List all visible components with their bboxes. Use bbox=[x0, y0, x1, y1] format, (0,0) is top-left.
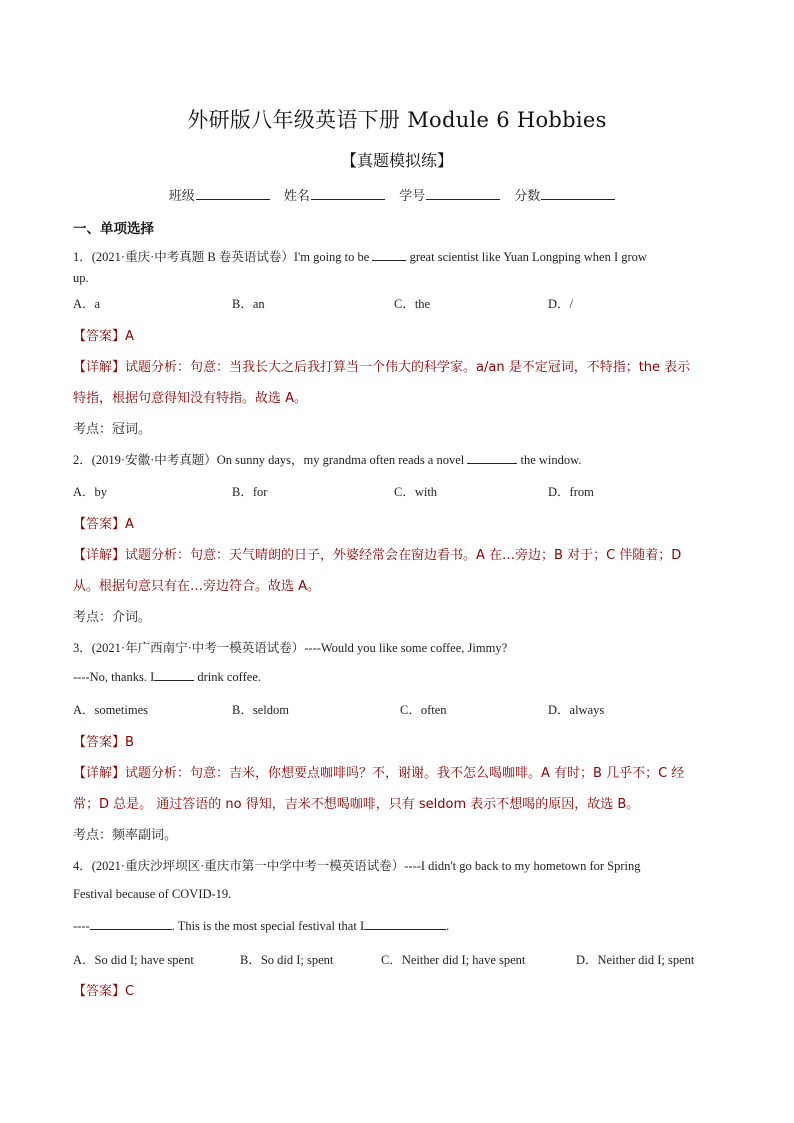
q3-answer bbox=[73, 731, 134, 750]
q2-detail-line1 bbox=[73, 544, 681, 563]
q1-option-d: D．/ bbox=[548, 297, 574, 311]
q4-answer bbox=[73, 980, 134, 999]
q1-option-a: A．a bbox=[73, 297, 101, 311]
q4-stem-text-mid: . This is the most special festival that I bbox=[171, 919, 365, 933]
class-blank bbox=[196, 187, 270, 200]
q4-stem-text-after: . bbox=[446, 919, 450, 933]
q1-stem-text-after: great scientist like Yuan Longping when I grow bbox=[406, 250, 647, 264]
q4-stem-text: ---- bbox=[73, 919, 90, 933]
q2-stem-line1 bbox=[73, 450, 582, 468]
q3-option-d: D．always bbox=[548, 703, 605, 717]
q4-blank-1 bbox=[90, 918, 172, 930]
q2-stem-text-after: the window. bbox=[517, 453, 582, 467]
q1-stem-line2: up. bbox=[73, 271, 89, 285]
q3-stem-line2 bbox=[73, 669, 261, 685]
q2-answer bbox=[73, 513, 134, 532]
q4-answer-value: C bbox=[125, 984, 135, 999]
q4-stem-line1: 4．(2021·重庆沙坪坝区·重庆市第一中学中考一模英语试卷）----I didn't go back to my hometown for Spring bbox=[73, 859, 641, 873]
q4-stem-line3 bbox=[73, 918, 449, 934]
q4-option-a: A．So did I; have spent bbox=[73, 953, 194, 967]
student-info-line bbox=[0, 185, 794, 204]
q1-answer-value: A bbox=[125, 329, 134, 344]
q2-detail-line2: 从。根据句意只有在…旁边符合。故选 A。 bbox=[73, 579, 321, 594]
q2-answer-tag: 【答案】 bbox=[73, 517, 126, 532]
q1-detail-line2: 特指，根据句意得知没有特指。故选 A。 bbox=[73, 391, 308, 406]
score-label: 分数 bbox=[514, 189, 541, 204]
q1-stem-line1 bbox=[73, 247, 647, 265]
name-blank bbox=[311, 187, 385, 200]
q1-blank bbox=[372, 249, 406, 261]
q4-option-c: C．Neither did I; have spent bbox=[381, 953, 526, 967]
q1-detail-line1 bbox=[73, 356, 690, 375]
page-subtitle: 【真题模拟练】 bbox=[340, 151, 453, 170]
q4-blank-2 bbox=[364, 918, 446, 930]
q3-detail-line2: 常；D 总是。 通过答语的 no 得知，吉米不想喝咖啡，只有 seldom 表示不想喝的原因，故选 B。 bbox=[73, 797, 640, 812]
q1-option-c: C．the bbox=[394, 297, 431, 311]
q3-answer-value: B bbox=[125, 735, 134, 750]
q1-answer-tag: 【答案】 bbox=[73, 329, 126, 344]
q4-option-b: B．So did I; spent bbox=[240, 953, 334, 967]
q3-detail-text: 试题分析：句意：吉米，你想要点咖啡吗？不，谢谢。我不怎么喝咖啡。A 有时；B 几乎不；C 经 bbox=[125, 766, 685, 781]
q2-answer-value: A bbox=[125, 517, 134, 532]
q3-detail-line1 bbox=[73, 762, 684, 781]
id-label: 学号 bbox=[399, 189, 426, 204]
q1-stem-text: 1．(2021·重庆·中考真题 B 卷英语试卷）I'm going to be bbox=[73, 250, 373, 264]
q2-stem-text: 2．(2019·安徽·中考真题）On sunny days，my grandma often reads a novel bbox=[73, 453, 468, 467]
q2-detail-tag: 【详解】 bbox=[73, 548, 126, 563]
q1-detail-tag: 【详解】 bbox=[73, 360, 126, 375]
section-heading: 一、单项选择 bbox=[73, 221, 154, 237]
q2-blank bbox=[467, 452, 517, 464]
q3-option-c: C．often bbox=[400, 703, 447, 717]
q2-option-a: A．by bbox=[73, 485, 108, 499]
q1-detail-text: 试题分析：句意：当我长大之后我打算当一个伟大的科学家。a/an 是不定冠词，不特指；the 表示 bbox=[125, 360, 691, 375]
q3-point: 考点：频率副词。 bbox=[73, 828, 178, 843]
q3-stem-line1: 3．(2021·年广西南宁·中考一模英语试卷）----Would you like some coffee, Jimmy? bbox=[73, 641, 508, 655]
q2-point: 考点：介词。 bbox=[73, 610, 152, 625]
q2-detail-text: 试题分析：句意：天气晴朗的日子，外婆经常会在窗边看书。A 在…旁边；B 对于；C 伴随着；D bbox=[125, 548, 682, 563]
q1-option-b: B．an bbox=[232, 297, 265, 311]
q2-option-c: C．with bbox=[394, 485, 438, 499]
q3-option-b: B．seldom bbox=[232, 703, 289, 717]
q2-option-b: B．for bbox=[232, 485, 268, 499]
q3-answer-tag: 【答案】 bbox=[73, 735, 126, 750]
q3-option-a: A．sometimes bbox=[73, 703, 148, 717]
q3-detail-tag: 【详解】 bbox=[73, 766, 126, 781]
q4-stem-line2: Festival because of COVID-19. bbox=[73, 887, 232, 901]
q1-answer bbox=[73, 325, 134, 344]
q4-option-d: D．Neither did I; spent bbox=[576, 953, 695, 967]
q4-answer-tag: 【答案】 bbox=[73, 984, 126, 999]
q2-option-d: D．from bbox=[548, 485, 594, 499]
name-label: 姓名 bbox=[283, 189, 310, 204]
q1-point: 考点：冠词。 bbox=[73, 422, 152, 437]
score-blank bbox=[541, 187, 615, 200]
class-label: 班级 bbox=[168, 189, 195, 204]
page-title: 外研版八年级英语下册 Module 6 Hobbies bbox=[187, 108, 607, 132]
id-blank bbox=[426, 187, 500, 200]
q3-stem-text-after: drink coffee. bbox=[194, 670, 261, 684]
q3-stem-text: ----No, thanks. I bbox=[73, 670, 155, 684]
q3-blank bbox=[154, 669, 194, 681]
